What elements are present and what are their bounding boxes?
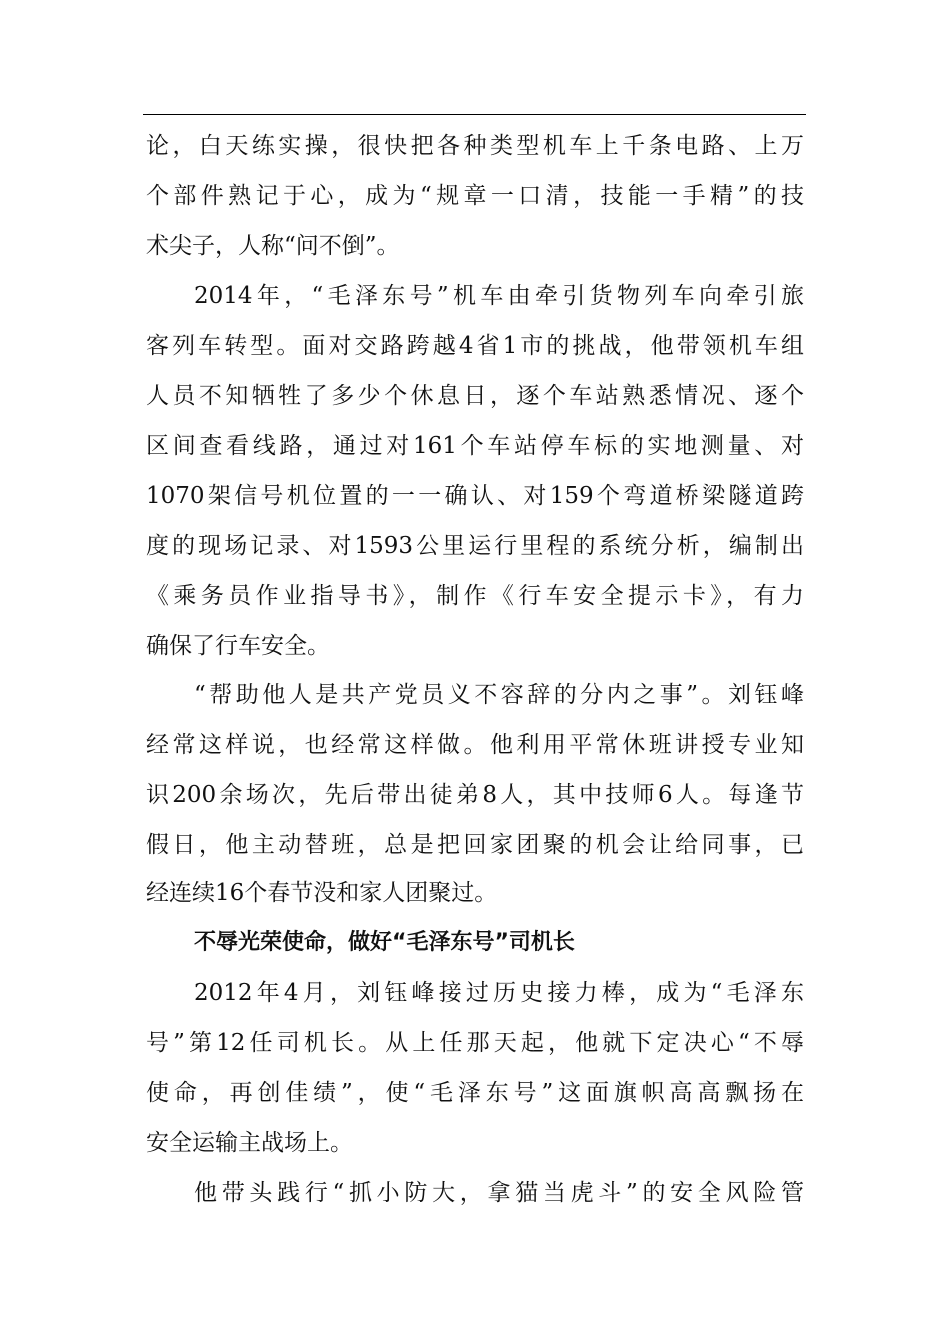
paragraph-line: 经常这样说，也经常这样做。他利用平常休班讲授专业知 [146, 732, 804, 758]
paragraph-line: 1070架信号机位置的一一确认、对159个弯道桥梁隧道跨 [146, 483, 804, 509]
section-heading: 不辱光荣使命，做好“毛泽东号”司机长 [194, 930, 575, 955]
paragraph-line: 安全运输主战场上。 [146, 1130, 353, 1156]
paragraph-line: 度的现场记录、对1593公里运行里程的系统分析，编制出 [146, 533, 804, 559]
paragraph-line: 2012年4月，刘钰峰接过历史接力棒，成为“毛泽东 [194, 980, 804, 1006]
header-rule [143, 114, 806, 115]
paragraph-line: 术尖子，人称“问不倒”。 [146, 233, 400, 259]
paragraph-line: 人员不知牺牲了多少个休息日，逐个车站熟悉情况、逐个 [146, 383, 804, 409]
paragraph-line: 《乘务员作业指导书》，制作《行车安全提示卡》，有力 [146, 583, 804, 609]
paragraph-line: 使命，再创佳绩”，使“毛泽东号”这面旗帜高高飘扬在 [146, 1080, 804, 1106]
paragraph-line: 号”第12任司机长。从上任那天起，他就下定决心“不辱 [146, 1030, 804, 1056]
paragraph-line: 客列车转型。面对交路跨越4省1市的挑战，他带领机车组 [146, 333, 804, 359]
paragraph-line: 假日，他主动替班，总是把回家团聚的机会让给同事，已 [146, 832, 804, 858]
paragraph-line: 区间查看线路，通过对161个车站停车标的实地测量、对 [146, 433, 804, 459]
paragraph-line: “帮助他人是共产党员义不容辞的分内之事”。刘钰峰 [194, 682, 804, 708]
paragraph-line: 确保了行车安全。 [146, 633, 330, 659]
paragraph-line: 经连续16个春节没和家人团聚过。 [146, 880, 498, 906]
paragraph-line: 识200余场次，先后带出徒弟8人，其中技师6人。每逢节 [146, 782, 804, 808]
paragraph-line: 2014年，“毛泽东号”机车由牵引货物列车向牵引旅 [194, 283, 804, 309]
paragraph-line: 论，白天练实操，很快把各种类型机车上千条电路、上万 [146, 133, 804, 159]
paragraph-line: 个部件熟记于心，成为“规章一口清，技能一手精”的技 [146, 183, 804, 209]
paragraph-line: 他带头践行“抓小防大，拿猫当虎斗”的安全风险管 [194, 1180, 804, 1206]
